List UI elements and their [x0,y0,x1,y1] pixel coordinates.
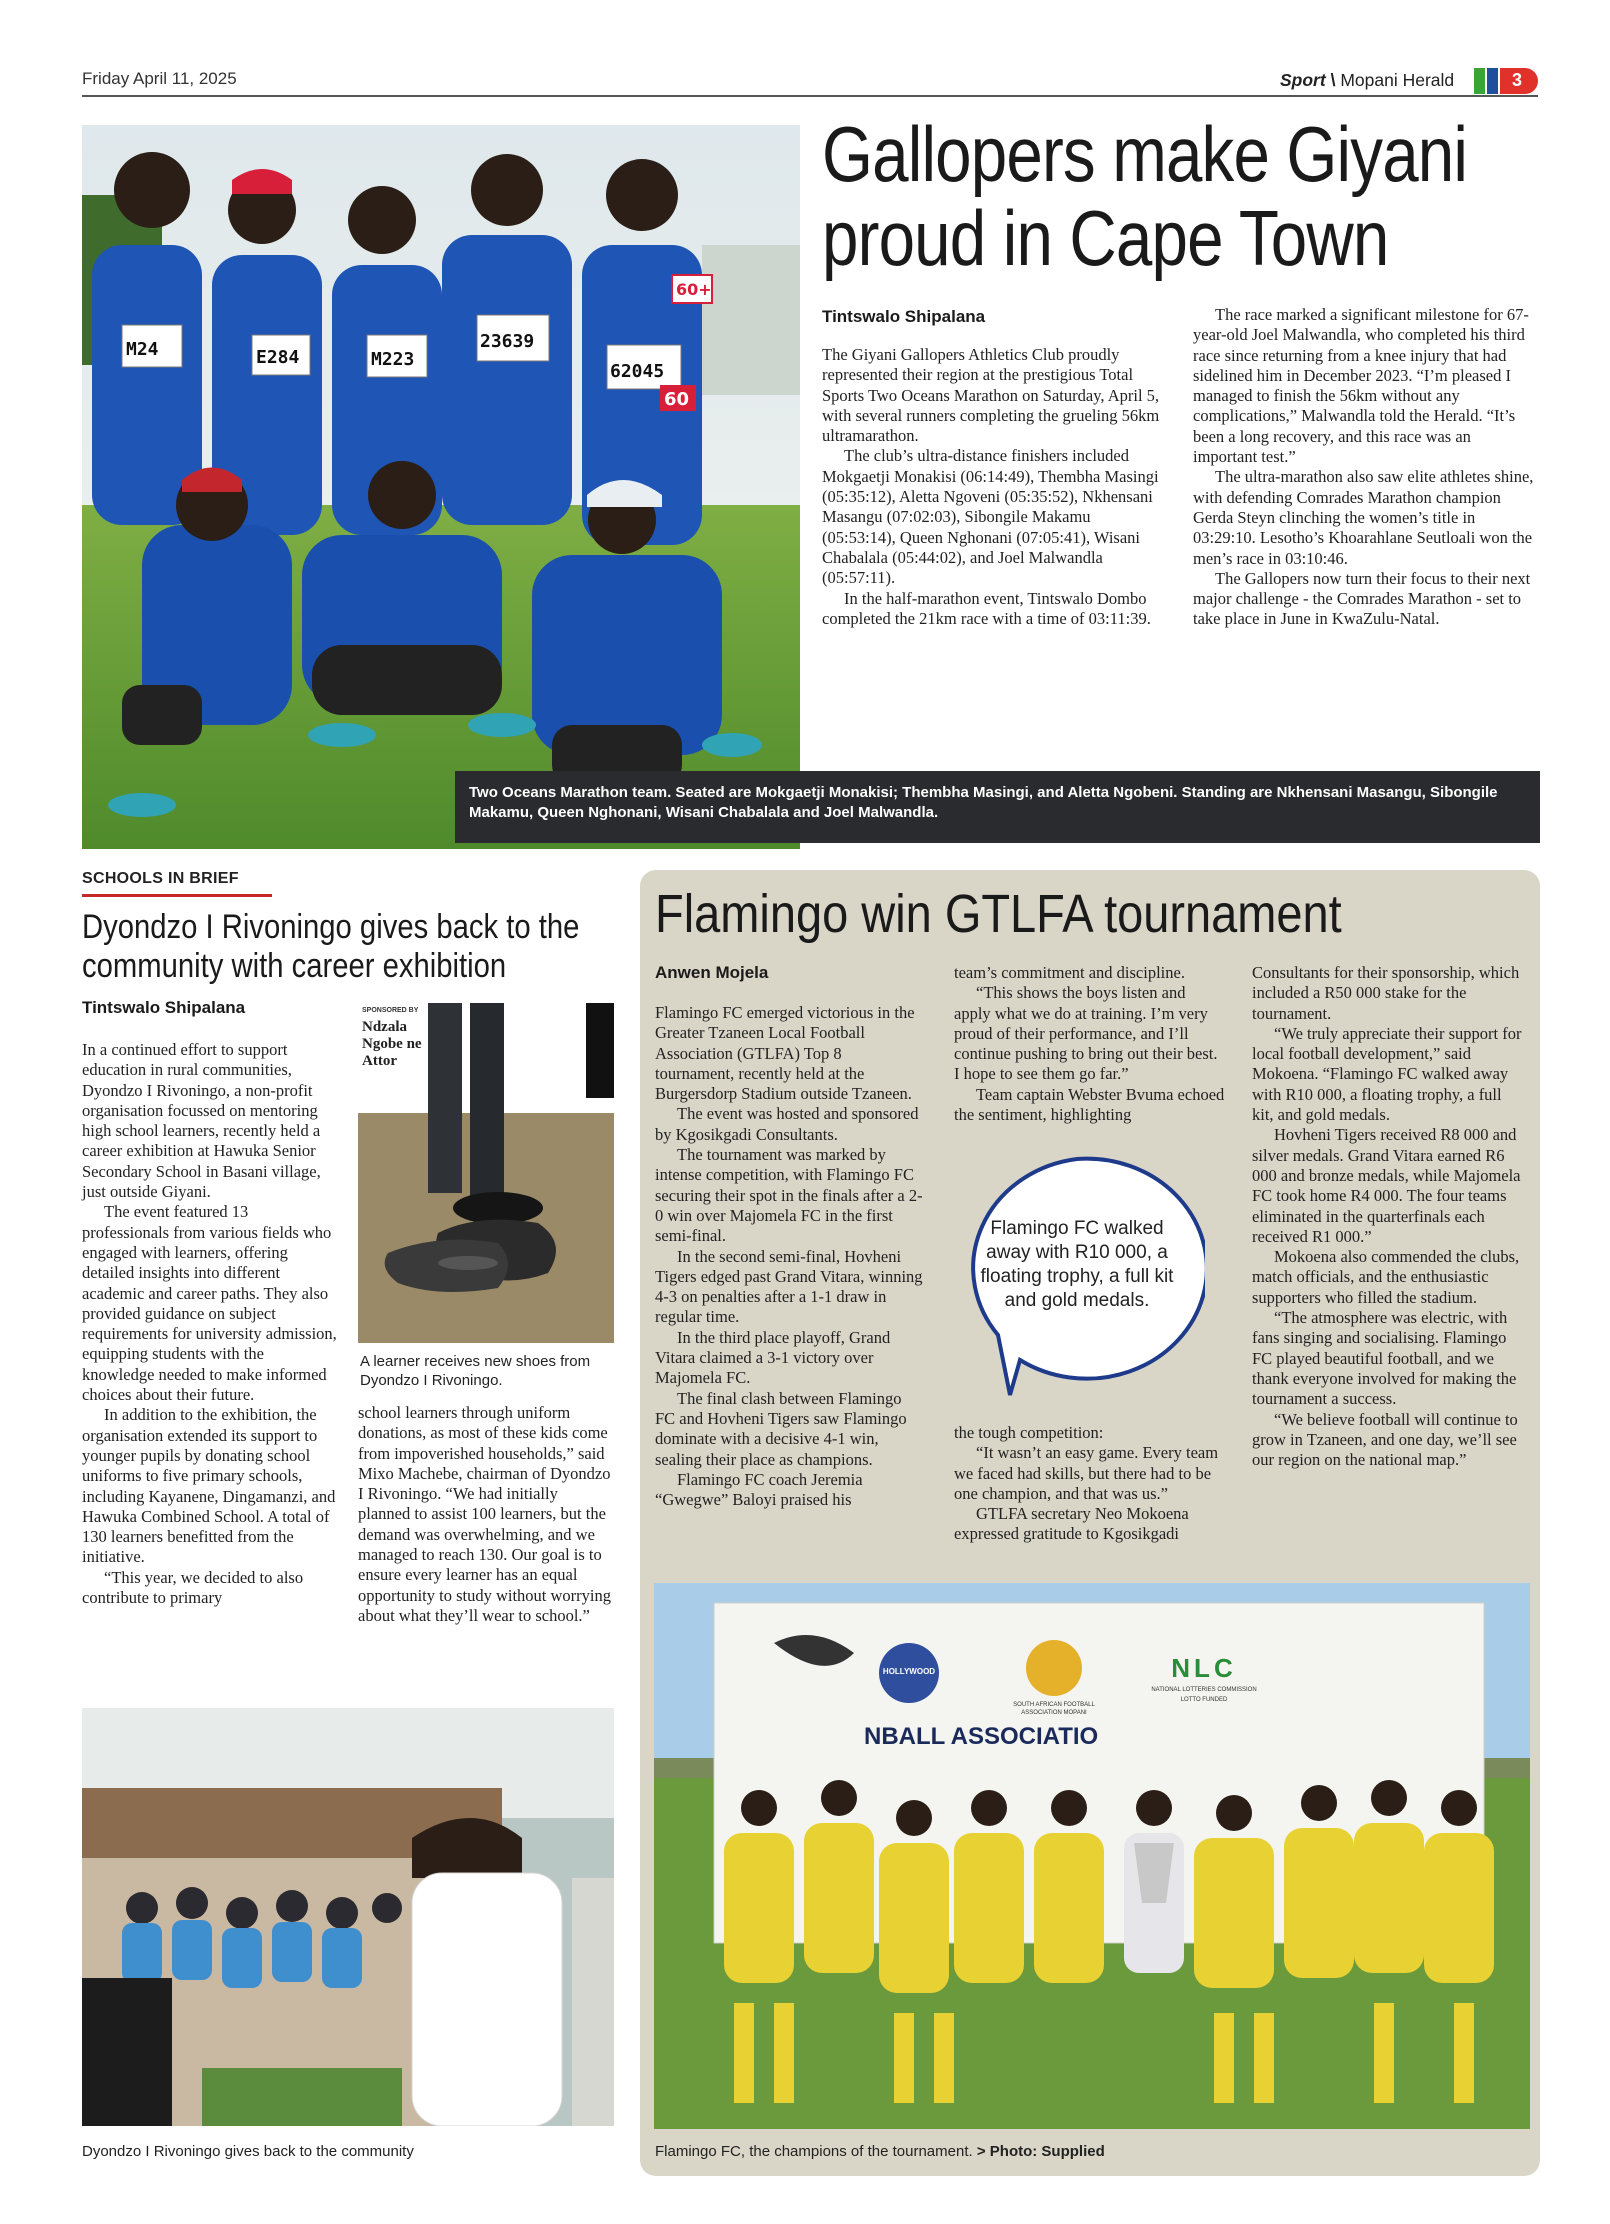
paragraph: Flamingo FC emerged victorious in the Greater Tzaneen Local Football Association (GTLFA) Top 8 tournament, recently held at the Burgersdorp Stadium outside Tzaneen. [655,1003,915,1104]
shoes-photo [358,1003,614,1343]
paragraph: Flamingo FC coach Jeremia “Gwegwe” Baloyi praised his [655,1469,863,1510]
paragraph: Team captain Webster Bvuma echoed the sentiment, highlighting [954,1084,1225,1125]
paragraph: The event was hosted and sponsored by Kgosikgadi Consultants. [655,1104,919,1144]
bib-text: E284 [256,347,300,368]
schools-headline-line1: Dyondzo I Rivoningo gives back to the [82,908,580,946]
schools-kicker-rule [82,894,272,897]
paragraph: In addition to the exhibition, the organisation extended its support to younger pupils by donating school uniforms to five primary schools, including Kayanene, Dingamanzi, and Hawuka Combined School. A total of 130 learners benefitted from the initiative. [82,1405,336,1567]
flamingo-headline: Flamingo win GTLFA tournament [655,884,1342,944]
photo-credit: > Photo: Supplied [976,2143,1105,2160]
header-date: Friday April 11, 2025 [82,69,237,88]
banner-logo-hollywood: HOLLYWOOD [882,1667,936,1676]
paragraph: In the half-marathon event, Tintswalo Dombo completed the 21km race with a time of 03:11:39. [822,588,1151,628]
paragraph: Hovheni Tigers received R8 000 and silver medals. Grand Vitara earned R6 000 and bronze medals, while Majomela FC took home R4 000. The four teams eliminated in the quarterfinals each received R1 000.” [1252,1125,1521,1246]
lead-headline-line1: Gallopers make Giyani [822,110,1468,198]
marathon-team-photo [82,125,800,849]
paragraph: “It wasn’t an easy game. Every team we faced had skills, but there had to be one champion, and that was us.” [954,1443,1219,1503]
paragraph: The race marked a significant milestone for 67-year-old Joel Malwandla, who completed his third race since returning from a knee injury that had sidelined him in December 2023. “I’m pleased I managed to finish the 56km without any complications,” Malwandla told the Herald. “It’s been a long recovery, and this race was an important test.” [1193,305,1529,467]
header-publication: Mopani Herald [1340,70,1455,90]
page-number: 3 [1511,70,1522,90]
bib-text: 23639 [480,331,535,352]
banner-logo-safa: SOUTH AFRICAN FOOTBALL ASSOCIATION MOPANI [1013,1702,1095,1716]
flamingo-caption [655,2143,1105,2160]
flamingo-byline: Anwen Mojela [655,963,769,982]
paragraph: Mokoena also commended the clubs, match officials, and the enthusiastic supporters who filled the stadium. [1252,1247,1520,1307]
paragraph: In the third place playoff, Grand Vitara claimed a 3-1 victory over Majomela FC. [655,1327,891,1388]
paragraph: The tournament was marked by intense competition, with Flamingo FC securing their spot in the finals after a 2-0 win over Majomela FC in the first semi-final. [655,1145,923,1246]
community-caption: Dyondzo I Rivoningo gives back to the community [82,2143,414,2160]
banner-text: NBALL ASSOCIATIO [864,1723,1099,1750]
banner-logo-nlc-letters: NLC [1171,1653,1237,1683]
paragraph: The event featured 13 professionals from various fields who engaged with learners, offering detailed insights into different academic and career paths. They also provided guidance on subject requirements for university admission, equipping students with the knowledge needed to make informed choices about their future. [82,1202,337,1405]
paragraph: The club’s ultra-distance finishers included Mokgaetji Monakisi (06:14:49), Thembha Masingi (05:35:12), Aletta Ngoveni (05:35:52), Nkhensani Masangu (07:02:03), Sibongile Makamu (05:53:14), Queen Nghonani (07:05:41), Wisani Chabalala (05:44:02), and Joel Malwandla (05:57:11). [822,446,1159,588]
lead-headline [822,112,1467,280]
lead-headline-line2: proud in Cape Town [822,194,1389,282]
shoes-caption: A learner receives new shoes from Dyondzo I Rivoningo. [360,1353,591,1389]
shoes-banner-small: SPONSORED BY [362,1007,419,1014]
schools-column-1 [82,1040,338,1608]
paragraph: “This shows the boys listen and apply what we do at training. I’m very proud of their performance, and I’ll continue pushing to bring out their best. I hope to see them go far.” [954,983,1218,1084]
bib-text: 60+ [676,280,712,299]
bib-text: 60 [664,389,690,410]
flamingo-caption-main: Flamingo FC, the champions of the tournament. [655,2143,973,2160]
pullquote-text: Flamingo FC walked away with R10 000, a floating trophy, a full kit and gold medals. [980,1218,1174,1311]
schools-headline [82,908,579,986]
paragraph: “We believe football will continue to grow in Tzaneen, and one day, we’ll see our region on the national map.” [1252,1409,1518,1470]
schools-column-2 [358,1403,614,1626]
header-separator: \ [1330,70,1336,90]
flamingo-column-2-bottom [954,1423,1226,1545]
bib-text: M223 [371,349,415,370]
paragraph: The Gallopers now turn their focus to their next major challenge - the Comrades Marathon - set to take place in June in KwaZulu-Natal. [1193,568,1531,629]
paragraph: school learners through uniform donations, as most of these kids come from impoverished households,” said Mixo Machebe, chairman of Dyondzo I Rivoningo. “We had initially planned to assist 100 learners, but the demand was overwhelming, and we managed to reach 130. Our goal is to ensure every learner has an equal opportunity to study without worrying about what they’ll wear to school.” [358,1403,611,1625]
schools-headline-line2: community with career exhibition [82,947,507,985]
paragraph: “This year, we decided to also contribute to primary [82,1567,304,1608]
paragraph: the tough competition: [954,1423,1104,1442]
paragraph: In the second semi-final, Hovheni Tigers edged past Grand Vitara, winning 4-3 on penalties after a 1-1 draw in regular time. [655,1246,923,1327]
paragraph: The ultra-marathon also saw elite athletes shine, with defending Comrades Marathon champion Gerda Steyn clinching the women’s title in 03:29:10. Lesotho’s Khoarahlane Seutloali won the men’s race in 03:10:46. [1193,467,1534,568]
paragraph: The Giyani Gallopers Athletics Club proudly represented their region at the prestigious Total Sports Two Oceans Marathon on Saturday, April 5, with several runners completing the grueling 56km ultramarathon. [822,345,1160,446]
community-photo [82,1708,614,2126]
schools-byline: Tintswalo Shipalana [82,998,246,1017]
paragraph: “We truly appreciate their support for local football development,” said Mokoena. “Flamingo FC walked away with R10 000, a floating trophy, a full kit, and gold medals. [1252,1023,1522,1125]
paragraph: In a continued effort to support education in rural communities, Dyondzo I Rivoningo, a non-profit organisation focussed on mentoring high school learners, recently held a career exhibition at Hawuka Senior Secondary School in Basani village, just outside Giyani. [82,1040,321,1202]
flamingo-team-photo [654,1583,1530,2129]
header-masthead [1280,70,1454,91]
bib-text: 62045 [610,361,665,382]
header-section: Sport [1280,70,1326,90]
lead-column-2 [1193,305,1538,630]
paragraph: The final clash between Flamingo FC and Hovheni Tigers saw Flamingo dominate with a decisive 4-1 win, sealing their place as champions. [655,1388,907,1469]
flamingo-column-2-top [954,963,1226,1125]
lead-caption-bar [455,771,1540,843]
schools-kicker: SCHOOLS IN BRIEF [82,870,239,887]
flamingo-column-3 [1252,963,1524,1470]
header-rule [82,95,1538,97]
header-color-blocks [1474,68,1538,94]
banner-logo-nlc-sub: LOTTO FUNDED [1180,1697,1228,1703]
paragraph: GTLFA secretary Neo Mokoena expressed gratitude to Kgosikgadi [954,1504,1189,1544]
lead-caption: Two Oceans Marathon team. Seated are Mokgaetji Monakisi; Thembha Masingi, and Aletta Ngobeni. Standing are Nkhensani Masangu, Sibongile Makamu, Queen Nghonani, Wisani Chabalala and Joel Malwandla. [469,784,1498,821]
lead-byline: Tintswalo Shipalana [822,307,986,326]
flamingo-column-1 [655,1003,923,1510]
paragraph: “The atmosphere was electric, with fans singing and socialising. Flamingo FC played beautiful football, and we thank everyone involved for making the tournament a success. [1252,1308,1517,1409]
shoes-banner-text: Ndzala Ngobe ne Attor [362,1019,422,1069]
paragraph: team’s commitment and discipline. [954,963,1185,982]
bib-text: M24 [126,339,159,360]
pullquote-bubble [950,1155,1205,1400]
banner-logo-nlc: NATIONAL LOTTERIES COMMISSION [1151,1687,1257,1693]
paragraph: Consultants for their sponsorship, which included a R50 000 stake for the tournament. [1252,963,1520,1023]
lead-column-1 [822,345,1160,629]
